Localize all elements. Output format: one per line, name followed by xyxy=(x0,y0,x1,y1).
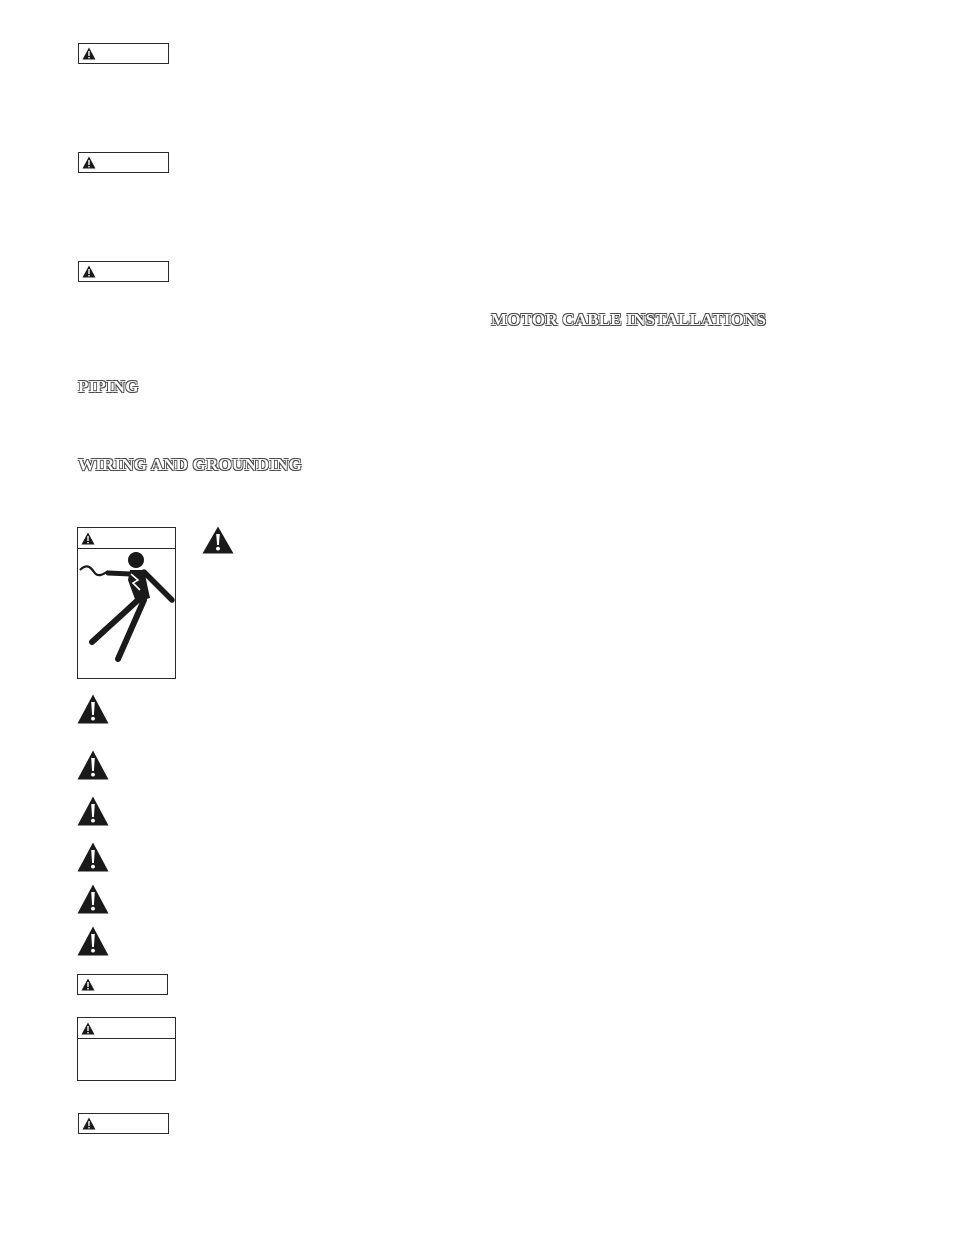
warning-triangle-icon xyxy=(81,1022,95,1035)
exclamation-triangle-icon xyxy=(77,842,109,872)
caution-box-header xyxy=(78,1018,175,1039)
warning-badge-5 xyxy=(78,1113,169,1134)
exclamation-triangle-icon xyxy=(77,884,109,914)
warning-triangle-icon xyxy=(81,978,95,991)
heading-wiring-and-grounding: WIRING AND GROUNDING xyxy=(78,455,303,474)
warning-triangle-icon xyxy=(82,47,96,60)
warning-triangle-icon xyxy=(81,532,95,545)
warning-triangle-icon xyxy=(82,1117,96,1130)
warning-badge-1 xyxy=(78,43,169,64)
electric-shock-hazard-panel xyxy=(77,527,176,679)
warning-badge-2 xyxy=(78,152,169,173)
hazard-panel-header xyxy=(78,528,175,549)
warning-badge-4 xyxy=(77,974,168,995)
caution-box xyxy=(77,1017,176,1081)
heading-piping: PIPING xyxy=(78,377,139,396)
exclamation-triangle-icon xyxy=(77,750,109,780)
exclamation-triangle-icon xyxy=(77,796,109,826)
exclamation-triangle-icon xyxy=(77,926,109,956)
warning-triangle-icon xyxy=(82,156,96,169)
warning-triangle-icon xyxy=(82,265,96,278)
exclamation-triangle-icon xyxy=(202,526,234,554)
exclamation-triangle-icon xyxy=(77,694,109,724)
electric-shock-figure-icon xyxy=(78,550,175,678)
heading-motor-cable-installations: MOTOR CABLE INSTALLATIONS xyxy=(491,310,767,329)
warning-badge-3 xyxy=(78,261,169,282)
